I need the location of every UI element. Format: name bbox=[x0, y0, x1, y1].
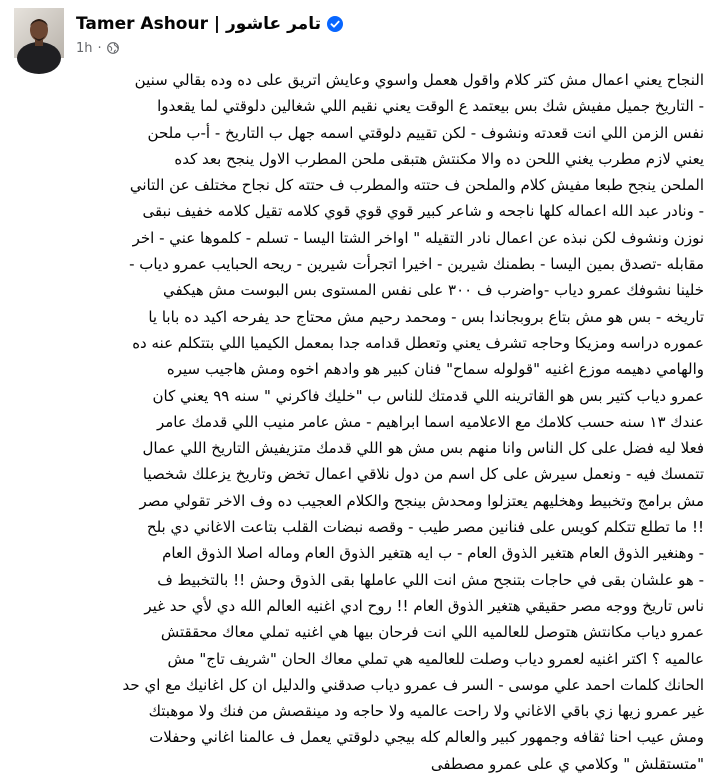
post-text-line: خلينا نشوفك عمرو دياب -واضرب ف ٣٠٠ على نفس المستوى بس البوست مش هيكفي bbox=[162, 281, 704, 300]
post-meta bbox=[76, 39, 119, 57]
post-text-line: عمرو دياب كتير بس هو القاترينه اللي قدمتك للناس ب "خليك فاكرني " سنه ٩٩ يعني كان bbox=[152, 386, 704, 405]
author-row bbox=[76, 12, 343, 36]
post-text-line: - ونادر عبد الله اعماله كلها ناجحه و شاعر كبير قوي قوي قوي كلامه تقيل كلامه خفيف نبقى bbox=[142, 202, 704, 221]
post-body-text bbox=[18, 67, 704, 773]
author-avatar[interactable] bbox=[14, 8, 64, 58]
meta-separator: · bbox=[97, 40, 102, 56]
avatar-photo bbox=[14, 8, 64, 58]
post-text-line: الملحن ينجح طبعا مفيش كلام والملحن ف حتته والمطرب ف حتته كل نجاح مختلف عن التاني bbox=[129, 176, 704, 195]
verified-badge-icon bbox=[327, 16, 343, 32]
post-text-line: - التاريخ جميل مفيش شك بس بيعتمد ع الوقت يعني نقيم اللي شغالين دلوقتي لما يقعدوا bbox=[157, 97, 704, 116]
post-text-line: مش برامج وتخبيط وهخليهم يعتزلوا ومحدش بينجح والكلام العجيب ده وف الاخر تقولي مصر bbox=[139, 491, 704, 510]
post-text-line: - وهنغير الذوق العام هتغير الذوق العام - ب ايه هتغير الذوق العام وماله اصلا الذوق العام bbox=[162, 544, 704, 563]
post-text-line: عموره دراسه ومزيكا وحاجه تشرف يعني وتعطل قدامه جدا بمعمل الكيميا اللي بتتكلم عنه ده bbox=[132, 333, 704, 352]
post-text-line: !! ما تطلع تتكلم كويس على فنانين مصر طيب - وقصه نبضات القلب بتاعت الاغاني دي بلح bbox=[146, 518, 704, 537]
post-text-line: "متستقلش " وكلامي ي على عمرو مصطفى bbox=[430, 754, 704, 773]
post-header bbox=[14, 8, 574, 58]
post-text-line: تاريخه - بس هو مش بتاع بروبجاندا بس - ومحمد رحيم مش محتاج حد يفرحه اكيد ده بابا يا bbox=[148, 307, 704, 326]
globe-icon[interactable] bbox=[107, 42, 119, 54]
post-text-line: والهامي دهيمه موزع اغنيه "قولوله سماح" فنان كبير هو وادهم اخوه ومش هاجيب سيره bbox=[166, 360, 704, 379]
post-text-line: غير عمرو زيها زي باقي الاغاني ولا راحت عالميه ولا حاجه ود مينقصش من فنك ولا موهبتك bbox=[148, 702, 704, 721]
post-text-line: ومش عيب احنا ثقافه وجمهور كبير والعالم كله بيجي دلوقتي يعمل ف عالمنا اغاني وحفلات bbox=[149, 728, 704, 747]
post-text-line: ناس تاريخ ووجه مصر حقيقي هتغير الذوق العام !! روح ادي اغنيه العالم الله دي لأي حد غير bbox=[144, 596, 704, 615]
post-timestamp[interactable]: 1h bbox=[76, 40, 93, 56]
post-text-line: يعني لازم مطرب يغني اللحن ده والا مكنتش هتبقى ملحن المطرب الاول ينجح بعد كده bbox=[174, 149, 704, 168]
post-text-line: عالميه ؟ اكتر اغنيه لعمرو دياب وصلت للعالميه هي تملي معاك الحان "شريف تاج" مش bbox=[167, 649, 704, 668]
post-text-line: عندك ١٣ سنه حسب كلامك مع الاعلاميه اسما ابراهيم - مش عامر منيب اللي قدمك عامر bbox=[156, 412, 704, 431]
post-text-line: نفس الزمن اللي انت قعدته ونشوف - لكن تقييم دلوقتي اسمه جهل ب التاريخ - أ-ب ملحن bbox=[147, 123, 704, 142]
author-name[interactable]: Tamer Ashour | تامر عاشور bbox=[76, 14, 321, 34]
post-text-line: عمرو دياب مكانتش هتوصل للعالميه اللي انت فرحان بيها هي اغنيه تملي معاك محققتش bbox=[160, 623, 704, 642]
post-text-line: فعلا ليه فضل على كل الناس وانا منهم بس مش هو اللي قدمك متزيفيش التاريخ اللي عمال bbox=[142, 439, 704, 458]
post-text-line: تتمسك فيه - ونعمل سيرش على كل اسم من دول نلاقي اعمال تخض وتاريخ يزعلك شخصيا bbox=[142, 465, 704, 484]
post-text-line: - هو علشان بقى في حاجات بتنجح مش انت اللي عاملها بقى الذوق وحش !! بالتخبيط ف bbox=[157, 570, 704, 589]
post-text-line: مقابله -تصدق بمين اليسا - بطمنك شيرين - اخيرا اتجرأت شيرين - ريحه الحبايب عمرو دياب - bbox=[129, 255, 704, 274]
post-text-line: نوزن ونشوف لكن نبذه عن اعمال نادر التقيله " اواخر الشتا اليسا - تسلم - كلموها عني - اخر bbox=[132, 228, 704, 247]
post-text-line: النجاح يعني اعمال مش كتر كلام واقول هعمل واسوي وعايش اتريق على ده وده بقالي سنين bbox=[134, 71, 704, 89]
post-text-line: الحانك كلمات احمد علي موسى - السر ف عمرو دياب صدقني والدليل ان كل اغانيك مع اي حد bbox=[122, 675, 704, 694]
